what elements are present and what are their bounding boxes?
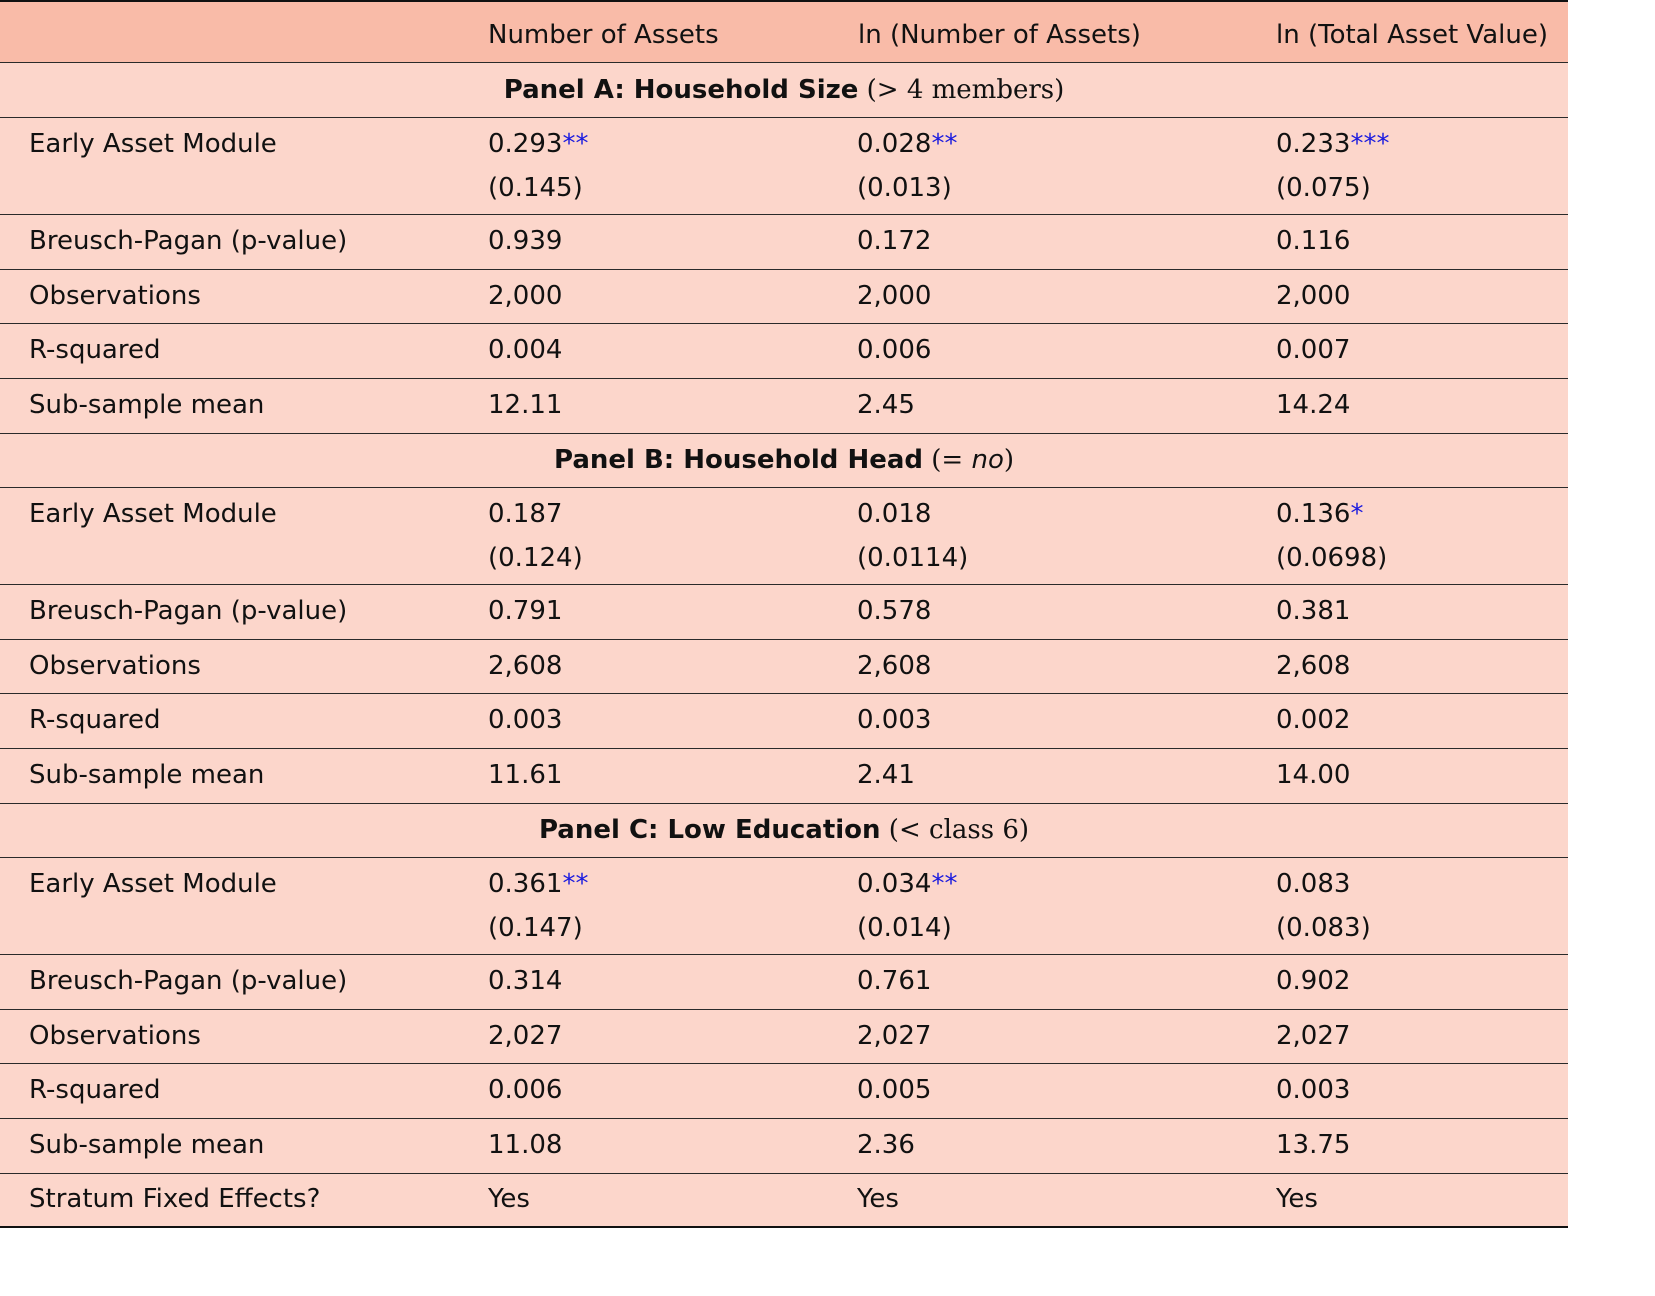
cell-value: 2,608: [857, 651, 932, 681]
cell-value: 2.45: [857, 390, 915, 420]
row-label: Breusch-Pagan (p-value): [29, 966, 348, 996]
cell-value: 13.75: [1276, 1130, 1351, 1160]
cell-value: 2,608: [488, 651, 563, 681]
std-error: (0.124): [488, 543, 583, 573]
std-error: (0.0698): [1276, 543, 1388, 573]
cell-value: 11.08: [488, 1130, 563, 1160]
coef-value: 0.293**: [488, 129, 589, 159]
panel-a-title: [0, 75, 1568, 105]
cell-value: 2,000: [857, 281, 932, 311]
cell-value: 0.791: [488, 596, 563, 626]
table-row: [0, 693, 1568, 748]
row-label: Observations: [29, 1021, 201, 1051]
table-row: [0, 584, 1568, 639]
cell-value: Yes: [488, 1184, 530, 1214]
row-label: Observations: [29, 281, 201, 311]
panel-a-coef-row: [0, 117, 1568, 214]
cell-value: 2.41: [857, 760, 915, 790]
std-error: (0.013): [857, 173, 952, 203]
panel-b-coef-row: [0, 487, 1568, 584]
panel-b-title-condition-close: ): [1003, 445, 1015, 475]
cell-value: 0.002: [1276, 705, 1351, 735]
table-row: [0, 954, 1568, 1009]
column-header-number-of-assets: Number of Assets: [488, 20, 719, 50]
significance-stars: ***: [1350, 129, 1390, 159]
cell-value: 0.939: [488, 226, 563, 256]
panel-c-title-row: [0, 803, 1568, 857]
cell-value: 0.381: [1276, 596, 1351, 626]
row-label: Breusch-Pagan (p-value): [29, 226, 348, 256]
std-error: (0.014): [857, 913, 952, 943]
panel-c-title-text: Panel C: Low Education: [538, 815, 881, 845]
cell-value: 12.11: [488, 390, 563, 420]
panel-b-title: [0, 445, 1568, 475]
row-label: Stratum Fixed Effects?: [29, 1184, 321, 1214]
table-row: [0, 323, 1568, 378]
panel-c-title-condition: (< class 6): [880, 815, 1030, 845]
cell-value: 0.004: [488, 335, 563, 365]
row-label: R-squared: [29, 1075, 161, 1105]
table-row: [0, 1118, 1568, 1173]
coef-value: 0.361**: [488, 869, 589, 899]
coef-value: 0.034**: [857, 869, 958, 899]
cell-value: 14.24: [1276, 390, 1351, 420]
panel-b-title-text: Panel B: Household Head: [553, 445, 923, 475]
row-label: Sub-sample mean: [29, 760, 265, 790]
coef-value: 0.233***: [1276, 129, 1390, 159]
cell-value: 0.003: [1276, 1075, 1351, 1105]
cell-value: 0.006: [488, 1075, 563, 1105]
cell-value: 0.902: [1276, 966, 1351, 996]
std-error: (0.0114): [857, 543, 969, 573]
cell-value: Yes: [857, 1184, 899, 1214]
cell-value: 0.761: [857, 966, 932, 996]
cell-value: 2,000: [488, 281, 563, 311]
cell-value: 2,027: [857, 1021, 932, 1051]
cell-value: Yes: [1276, 1184, 1318, 1214]
coef-value: 0.083: [1276, 869, 1351, 899]
significance-stars: **: [562, 129, 589, 159]
column-header-ln-number-of-assets: ln (Number of Assets): [858, 20, 1141, 50]
panel-c-coef-row: [0, 857, 1568, 954]
cell-value: 0.007: [1276, 335, 1351, 365]
panel-c-title: [0, 815, 1568, 845]
cell-value: 0.003: [488, 705, 563, 735]
cell-value: 2,027: [488, 1021, 563, 1051]
cell-value: 0.578: [857, 596, 932, 626]
table-row: [0, 214, 1568, 269]
significance-stars: **: [931, 129, 958, 159]
table-row: [0, 1063, 1568, 1118]
cell-value: 2,027: [1276, 1021, 1351, 1051]
column-header-ln-total-asset-value: ln (Total Asset Value): [1276, 20, 1548, 50]
cell-value: 0.005: [857, 1075, 932, 1105]
cell-value: 11.61: [488, 760, 563, 790]
significance-stars: *: [1350, 499, 1364, 529]
table-row: [0, 378, 1568, 433]
cell-value: 2.36: [857, 1130, 915, 1160]
table-row: [0, 269, 1568, 323]
panel-b-title-condition-open: (=: [923, 445, 964, 475]
table-row: [0, 639, 1568, 693]
coef-value: 0.028**: [857, 129, 958, 159]
row-label: Early Asset Module: [29, 129, 277, 159]
row-label: R-squared: [29, 705, 161, 735]
footer-row: [0, 1173, 1568, 1228]
std-error: (0.145): [488, 173, 583, 203]
table-row: [0, 748, 1568, 803]
cell-value: 0.116: [1276, 226, 1351, 256]
coef-value: 0.136*: [1276, 499, 1364, 529]
panel-a-title-row: [0, 62, 1568, 117]
panel-a-title-text: Panel A: Household Size: [503, 75, 859, 105]
coef-value: 0.187: [488, 499, 563, 529]
row-label: Breusch-Pagan (p-value): [29, 596, 348, 626]
cell-value: 0.172: [857, 226, 932, 256]
row-label: Observations: [29, 651, 201, 681]
cell-value: 2,000: [1276, 281, 1351, 311]
row-label: Sub-sample mean: [29, 390, 265, 420]
coef-value: 0.018: [857, 499, 932, 529]
significance-stars: **: [562, 869, 589, 899]
std-error: (0.147): [488, 913, 583, 943]
cell-value: 0.003: [857, 705, 932, 735]
std-error: (0.075): [1276, 173, 1371, 203]
table-row: [0, 1009, 1568, 1063]
row-label: Early Asset Module: [29, 869, 277, 899]
cell-value: 2,608: [1276, 651, 1351, 681]
row-label: R-squared: [29, 335, 161, 365]
significance-stars: **: [931, 869, 958, 899]
row-label: Sub-sample mean: [29, 1130, 265, 1160]
row-label: Early Asset Module: [29, 499, 277, 529]
panel-a-title-condition: (> 4 members): [858, 75, 1065, 105]
cell-value: 0.006: [857, 335, 932, 365]
std-error: (0.083): [1276, 913, 1371, 943]
panel-b-title-condition-value: no: [963, 445, 1004, 475]
header-row: [0, 0, 1568, 62]
cell-value: 14.00: [1276, 760, 1351, 790]
panel-b-title-row: [0, 433, 1568, 487]
cell-value: 0.314: [488, 966, 563, 996]
